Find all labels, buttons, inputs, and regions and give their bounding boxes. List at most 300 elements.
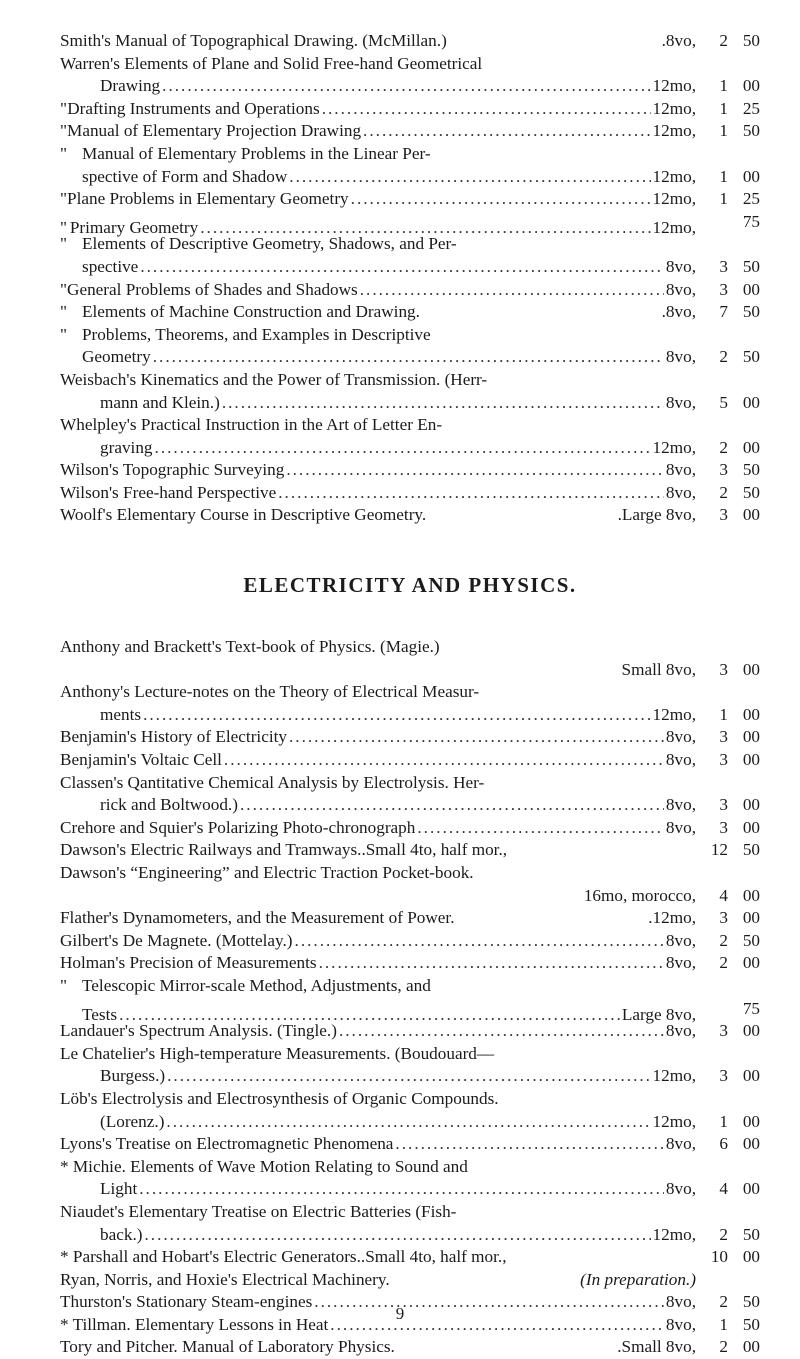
book-price <box>696 1065 760 1088</box>
book-price <box>696 346 760 369</box>
book-format: 8vo, <box>665 727 696 747</box>
book-entry <box>60 839 760 862</box>
ditto-mark: " <box>60 324 68 344</box>
book-entry <box>60 369 760 414</box>
price-dollars: 3 <box>719 1021 728 1041</box>
book-price <box>696 211 760 234</box>
entry-line <box>60 1043 760 1066</box>
book-title: Manual of Elementary Problems in the Linear Per- <box>82 143 431 163</box>
entry-line <box>60 726 760 749</box>
entry-line <box>60 346 760 369</box>
book-title: Elements of Descriptive Geometry, Shadows, and Per- <box>82 234 457 254</box>
entry-line <box>60 414 760 437</box>
book-entry <box>60 53 760 98</box>
entry-line <box>60 659 760 682</box>
book-price <box>696 1020 760 1043</box>
book-entry <box>60 952 760 975</box>
entry-line <box>60 301 760 324</box>
entry-line <box>60 75 760 98</box>
entry-line <box>60 975 760 998</box>
book-price <box>696 1336 760 1359</box>
price-dollars: 1 <box>719 76 728 96</box>
entry-line <box>60 256 760 279</box>
book-entry <box>60 1336 760 1359</box>
book-price <box>696 437 760 460</box>
entry-line <box>60 817 760 840</box>
entry-line <box>60 704 760 727</box>
price-cents: 00 <box>742 704 760 724</box>
price-cents: 00 <box>742 1021 760 1041</box>
book-title: Drawing <box>100 76 161 96</box>
book-format: .Small 8vo, <box>617 1337 696 1357</box>
book-title: Thurston's Stationary Steam-engines <box>60 1292 313 1312</box>
price-dollars: 5 <box>719 392 728 412</box>
dot-leader <box>286 459 664 482</box>
price-cents: 00 <box>742 437 760 457</box>
price-dollars: 1 <box>719 1314 728 1334</box>
book-entry <box>60 1246 760 1269</box>
entry-line <box>60 211 760 238</box>
entry-line <box>60 1178 760 1201</box>
book-format: 8vo, <box>665 1134 696 1154</box>
book-price <box>696 301 760 324</box>
entry-line <box>60 794 760 817</box>
price-dollars: 3 <box>719 460 728 480</box>
book-entry <box>60 279 760 302</box>
book-price <box>696 459 760 482</box>
book-title: Smith's Manual of Topographical Drawing. (McMillan.) <box>60 31 447 50</box>
book-format: 12mo, <box>652 1066 696 1086</box>
book-price <box>696 726 760 749</box>
book-entry <box>60 30 760 53</box>
entry-line <box>60 1020 760 1043</box>
book-entry <box>60 211 760 238</box>
book-format: (In preparation.) <box>580 1269 696 1289</box>
entry-line <box>60 437 760 460</box>
book-title: rick and Boltwood.) <box>100 795 238 815</box>
book-title: General Problems of Shades and Shadows <box>67 279 358 299</box>
book-title: Tests <box>82 1005 118 1025</box>
price-dollars: 10 <box>710 1247 728 1267</box>
book-entry <box>60 98 760 121</box>
entry-line <box>60 1088 760 1111</box>
price-dollars <box>702 998 728 1021</box>
book-entry <box>60 930 760 953</box>
book-title: (Lorenz.) <box>100 1111 165 1131</box>
dot-leader <box>360 279 664 302</box>
book-price <box>696 1178 760 1201</box>
price-cents: 75 <box>742 211 760 231</box>
entry-line <box>60 120 760 143</box>
entry-line <box>60 1201 760 1224</box>
price-dollars: 1 <box>719 166 728 186</box>
entry-line <box>60 998 760 1025</box>
price-dollars: 3 <box>719 817 728 837</box>
book-price <box>696 930 760 953</box>
book-entry <box>60 482 760 505</box>
book-entry <box>60 907 760 930</box>
dot-leader <box>289 166 650 189</box>
book-title: Holman's Precision of Measurements <box>60 953 317 973</box>
price-cents: 00 <box>742 1247 760 1267</box>
price-dollars: 7 <box>719 302 728 322</box>
price-cents: 00 <box>742 392 760 412</box>
dot-leader <box>162 75 650 98</box>
price-cents: 50 <box>742 930 760 950</box>
dot-leader <box>417 817 664 840</box>
dot-leader <box>339 1020 664 1043</box>
dot-leader <box>143 704 650 727</box>
book-title: Lyons's Treatise on Electromagnetic Phenomena <box>60 1134 394 1154</box>
entry-line <box>60 1065 760 1088</box>
price-cents: 50 <box>742 256 760 276</box>
price-dollars: 2 <box>719 953 728 973</box>
price-cents: 00 <box>742 1066 760 1086</box>
book-title: Wilson's Free-hand Perspective <box>60 482 277 502</box>
price-dollars: 2 <box>719 31 728 50</box>
price-dollars: 2 <box>719 482 728 502</box>
entry-line <box>60 143 760 166</box>
book-entry <box>60 1020 760 1043</box>
price-dollars: 1 <box>719 98 728 118</box>
book-format: Small 8vo, <box>621 659 696 679</box>
book-title: Plane Problems in Elementary Geometry <box>67 189 349 209</box>
book-entry <box>60 459 760 482</box>
book-price <box>696 1111 760 1134</box>
book-title: Le Chatelier's High-temperature Measurements. (Boudouard— <box>60 1043 495 1063</box>
book-title: Landauer's Spectrum Analysis. (Tingle.) <box>60 1021 337 1041</box>
ditto-mark: " <box>60 234 68 254</box>
book-price <box>696 1224 760 1247</box>
price-cents: 00 <box>742 1337 760 1357</box>
price-cents: 00 <box>742 908 760 928</box>
book-entry <box>60 1043 760 1088</box>
book-title: Geometry <box>82 347 151 367</box>
book-title: Weisbach's Kinematics and the Power of Transmission. (Herr- <box>60 369 488 389</box>
book-price <box>696 482 760 505</box>
price-dollars: 2 <box>719 347 728 367</box>
entry-line <box>60 188 760 211</box>
book-entry <box>60 1156 760 1201</box>
entry-line <box>60 30 760 53</box>
book-price <box>696 1133 760 1156</box>
dot-leader <box>351 188 651 211</box>
entry-line <box>60 1224 760 1247</box>
book-title: Primary Geometry <box>69 218 199 238</box>
price-cents: 25 <box>742 98 760 118</box>
dot-leader <box>319 952 664 975</box>
book-format: 12mo, <box>652 218 696 238</box>
book-format: 12mo, <box>652 121 696 141</box>
book-price <box>696 256 760 279</box>
entry-line <box>60 681 760 704</box>
book-price <box>696 817 760 840</box>
dot-leader <box>240 794 664 817</box>
price-cents: 00 <box>742 817 760 837</box>
book-title: Benjamin's History of Electricity <box>60 727 287 747</box>
book-title: graving <box>100 437 153 457</box>
book-format: 12mo, <box>652 704 696 724</box>
dot-leader <box>139 1178 664 1201</box>
entry-line <box>60 482 760 505</box>
book-format: 8vo, <box>665 347 696 367</box>
book-format: 8vo, <box>665 953 696 973</box>
book-price <box>696 839 760 862</box>
book-format: 12mo, <box>652 1224 696 1244</box>
dot-leader <box>166 1111 650 1134</box>
book-title: Ryan, Norris, and Hoxie's Electrical Machinery. <box>60 1269 390 1289</box>
entry-line <box>60 233 760 256</box>
book-title: Light <box>100 1179 138 1199</box>
entry-line <box>60 930 760 953</box>
book-format: 12mo, <box>652 437 696 457</box>
book-entry <box>60 975 760 1025</box>
entry-line <box>60 1269 760 1292</box>
book-format: 8vo, <box>665 392 696 412</box>
entry-line <box>60 907 760 930</box>
price-cents: 00 <box>742 727 760 747</box>
price-cents: 25 <box>742 189 760 209</box>
book-price <box>696 30 760 53</box>
dot-leader <box>153 346 664 369</box>
dot-leader <box>144 1224 650 1247</box>
book-title: * Parshall and Hobart's Electric Generators..Small 4to, half mor., <box>60 1247 507 1267</box>
book-price <box>696 1246 760 1269</box>
price-cents: 50 <box>742 31 760 50</box>
price-cents: 75 <box>742 998 760 1018</box>
book-format: .12mo, <box>648 908 696 928</box>
price-cents: 00 <box>742 1179 760 1199</box>
price-dollars: 3 <box>719 1066 728 1086</box>
book-price <box>696 794 760 817</box>
price-cents: 50 <box>742 1292 760 1312</box>
electricity-book-list <box>60 636 760 1359</box>
book-price <box>696 279 760 302</box>
ditto-mark: " <box>60 218 68 238</box>
dot-leader <box>222 392 664 415</box>
book-price <box>696 998 760 1021</box>
book-title: Elements of Machine Construction and Drawing. <box>82 302 420 322</box>
book-price <box>696 704 760 727</box>
book-price <box>696 907 760 930</box>
price-cents: 00 <box>742 76 760 96</box>
drawing-book-list <box>60 30 760 527</box>
price-dollars: 3 <box>719 727 728 747</box>
price-dollars: 3 <box>719 505 728 525</box>
book-entry <box>60 120 760 143</box>
book-price <box>696 952 760 975</box>
book-title: spective <box>82 256 139 276</box>
price-cents: 50 <box>742 1314 760 1334</box>
ditto-mark: " <box>60 98 68 118</box>
book-price <box>696 659 760 682</box>
book-entry <box>60 188 760 211</box>
ditto-mark: " <box>60 975 68 995</box>
entry-line <box>60 636 760 659</box>
book-entry <box>60 143 760 188</box>
price-dollars: 3 <box>719 908 728 928</box>
entry-line <box>60 862 760 885</box>
entry-line <box>60 1111 760 1134</box>
book-format: 12mo, <box>652 98 696 118</box>
price-cents: 50 <box>742 460 760 480</box>
book-entry <box>60 414 760 459</box>
entry-line <box>60 504 760 527</box>
book-title: Anthony and Brackett's Text-book of Physics. (Magie.) <box>60 637 440 657</box>
book-price <box>696 504 760 527</box>
dot-leader <box>363 120 651 143</box>
entry-line <box>60 166 760 189</box>
price-dollars: 2 <box>719 1337 728 1357</box>
price-dollars: 3 <box>719 795 728 815</box>
book-title: Warren's Elements of Plane and Solid Free-hand Geometrical <box>60 53 483 73</box>
price-cents: 00 <box>742 885 760 905</box>
price-cents: 00 <box>742 795 760 815</box>
book-format: Large 8vo, <box>621 1005 696 1025</box>
book-format: 12mo, <box>652 76 696 96</box>
book-entry <box>60 749 760 772</box>
price-cents: 00 <box>742 166 760 186</box>
dot-leader <box>289 726 664 749</box>
price-dollars: 3 <box>719 279 728 299</box>
entry-line <box>60 369 760 392</box>
book-title: Problems, Theorems, and Examples in Descriptive <box>82 324 431 344</box>
dot-leader <box>278 482 664 505</box>
price-dollars: 1 <box>719 704 728 724</box>
book-format: 8vo, <box>665 750 696 770</box>
book-title: * Michie. Elements of Wave Motion Relating to Sound and <box>60 1156 468 1176</box>
book-format: 8vo, <box>665 795 696 815</box>
book-format: 8vo, <box>665 930 696 950</box>
entry-line <box>60 839 760 862</box>
book-price <box>696 98 760 121</box>
book-price <box>696 885 760 908</box>
book-entry <box>60 233 760 278</box>
price-cents: 50 <box>742 121 760 141</box>
price-cents: 00 <box>742 505 760 525</box>
price-cents: 50 <box>742 1224 760 1244</box>
book-entry <box>60 726 760 749</box>
price-dollars: 4 <box>719 885 728 905</box>
book-price <box>696 120 760 143</box>
book-entry <box>60 681 760 726</box>
price-cents: 00 <box>742 1111 760 1131</box>
dot-leader <box>155 437 651 460</box>
ditto-mark: " <box>60 143 68 163</box>
book-format: 8vo, <box>665 256 696 276</box>
book-format: 8vo, <box>665 482 696 502</box>
book-entry <box>60 1088 760 1133</box>
dot-leader <box>295 930 664 953</box>
ditto-mark: " <box>60 302 68 322</box>
book-format: 8vo, <box>665 460 696 480</box>
book-entry <box>60 301 760 324</box>
dot-leader <box>167 1065 650 1088</box>
book-entry <box>60 1133 760 1156</box>
book-entry <box>60 1201 760 1246</box>
book-entry <box>60 1269 760 1292</box>
book-format: 8vo, <box>665 1314 696 1334</box>
entry-line <box>60 98 760 121</box>
entry-line <box>60 1336 760 1359</box>
entry-line <box>60 392 760 415</box>
book-format: 12mo, <box>652 166 696 186</box>
dot-leader <box>395 1133 664 1156</box>
book-title: ments <box>100 704 142 724</box>
entry-line <box>60 749 760 772</box>
book-entry <box>60 504 760 527</box>
book-title: Anthony's Lecture-notes on the Theory of Electrical Measur- <box>60 682 480 702</box>
book-entry <box>60 636 760 681</box>
price-dollars <box>702 211 728 234</box>
price-dollars: 2 <box>719 1224 728 1244</box>
book-title: Drafting Instruments and Operations <box>67 98 320 118</box>
ditto-mark: " <box>60 189 68 209</box>
book-price <box>696 188 760 211</box>
book-title: Whelpley's Practical Instruction in the Art of Letter En- <box>60 415 443 435</box>
book-title: back.) <box>100 1224 143 1244</box>
entry-line <box>60 459 760 482</box>
price-dollars: 6 <box>719 1134 728 1154</box>
book-price <box>696 166 760 189</box>
entry-line <box>60 279 760 302</box>
dot-leader <box>322 98 651 121</box>
entry-line <box>60 1246 760 1269</box>
book-price <box>696 749 760 772</box>
book-format: 8vo, <box>665 817 696 837</box>
price-dollars: 2 <box>719 1292 728 1312</box>
price-dollars: 1 <box>719 189 728 209</box>
price-cents: 50 <box>742 347 760 367</box>
book-entry <box>60 324 760 369</box>
book-entry <box>60 817 760 840</box>
entry-line <box>60 885 760 908</box>
ditto-mark: " <box>60 121 68 141</box>
price-cents: 00 <box>742 750 760 770</box>
entry-line <box>60 324 760 347</box>
book-title: Burgess.) <box>100 1066 166 1086</box>
book-title: Classen's Qantitative Chemical Analysis by Electrolysis. Her- <box>60 772 485 792</box>
price-dollars: 12 <box>710 840 728 860</box>
book-format: .8vo, <box>661 302 696 322</box>
price-cents: 00 <box>742 953 760 973</box>
entry-line <box>60 1156 760 1179</box>
entry-line <box>60 952 760 975</box>
price-cents: 50 <box>742 302 760 322</box>
book-title: spective of Form and Shadow <box>82 166 288 186</box>
price-dollars: 3 <box>719 659 728 679</box>
entry-line <box>60 1133 760 1156</box>
price-dollars: 1 <box>719 121 728 141</box>
book-format: 8vo, <box>665 1021 696 1041</box>
book-title: mann and Klein.) <box>100 392 220 412</box>
ditto-mark: " <box>60 279 68 299</box>
book-price <box>696 392 760 415</box>
book-format: 8vo, <box>665 1292 696 1312</box>
book-title: Benjamin's Voltaic Cell <box>60 750 222 770</box>
book-format: 16mo, morocco, <box>583 885 696 905</box>
book-format: 8vo, <box>665 1179 696 1199</box>
price-dollars: 4 <box>719 1179 728 1199</box>
book-format: 12mo, <box>652 1111 696 1131</box>
price-dollars: 3 <box>719 750 728 770</box>
book-title: Manual of Elementary Projection Drawing <box>67 121 362 141</box>
dot-leader <box>140 256 664 279</box>
price-cents: 50 <box>742 840 760 860</box>
book-title: Woolf's Elementary Course in Descriptive Geometry. <box>60 505 427 525</box>
book-title: Dawson's Electric Railways and Tramways..Small 4to, half mor., <box>60 840 508 860</box>
price-dollars: 2 <box>719 930 728 950</box>
